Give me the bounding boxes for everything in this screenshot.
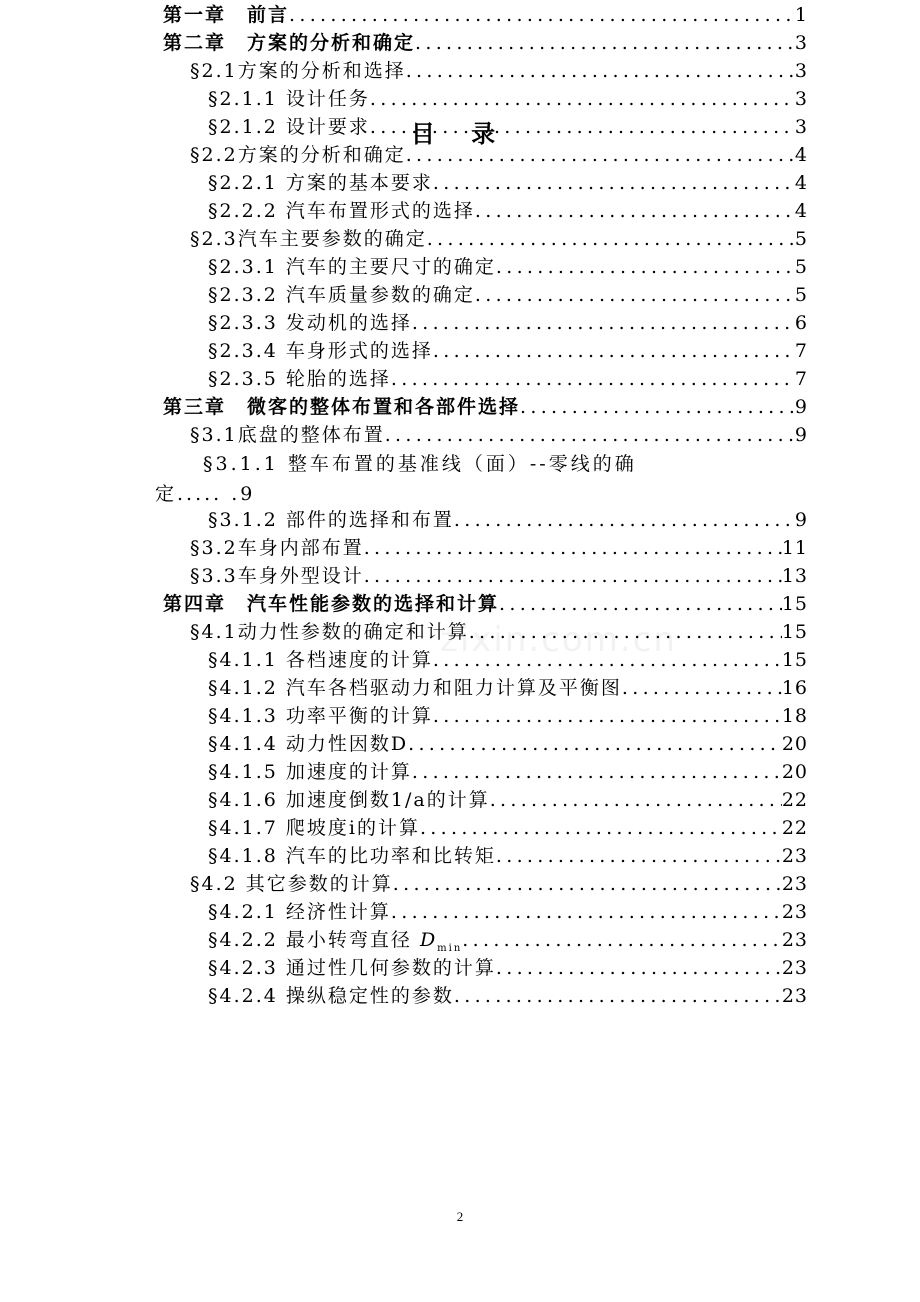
toc-entry[interactable]	[208, 85, 808, 113]
dot-leader	[391, 898, 782, 926]
toc-entry-page: 23	[781, 845, 808, 867]
toc-entry-label: §3.3车身外型设计	[190, 565, 364, 587]
dot-leader	[520, 393, 795, 421]
page-number: 2	[456, 1209, 464, 1224]
toc-entry-label: §2.3.5 轮胎的选择	[208, 368, 391, 390]
toc-entry-label: 第一章 前言	[163, 4, 290, 26]
toc-entry-label: §2.3.3 发动机的选择	[208, 312, 412, 334]
dot-leader	[433, 702, 782, 730]
toc-entry-page: 3	[794, 60, 808, 82]
toc-entry-page: 23	[781, 873, 808, 895]
toc-entry-label: §3.1底盘的整体布置	[190, 424, 385, 446]
toc-entry-label: §2.1方案的分析和选择	[190, 60, 406, 82]
toc-entry[interactable]	[208, 646, 808, 674]
toc-entry-page: 1	[794, 4, 808, 26]
toc-entry-page: 16	[781, 677, 808, 699]
toc-entry[interactable]	[208, 786, 808, 814]
dot-leader	[415, 29, 795, 57]
toc-entry-label: §4.1.5 加速度的计算	[208, 761, 412, 783]
toc-entry[interactable]	[190, 870, 808, 898]
toc-entry-page: 18	[781, 705, 808, 727]
dot-leader	[393, 870, 782, 898]
toc-entry[interactable]	[163, 590, 808, 618]
dot-leader	[406, 141, 795, 169]
dmin-symbol: D	[419, 929, 438, 951]
toc-entry[interactable]	[208, 898, 808, 926]
toc-entry-page: 23	[781, 985, 808, 1007]
toc-entry-label: §4.2.3 通过性几何参数的计算	[208, 957, 496, 979]
toc-entry[interactable]	[190, 57, 808, 85]
dot-leader	[433, 646, 782, 674]
toc-title: 目 录	[410, 120, 510, 148]
toc-entry[interactable]	[163, 393, 808, 421]
toc-entry-label: 第三章 微客的整体布置和各部件选择	[163, 396, 521, 418]
toc-entry-label: §4.1.6 加速度倒数1/a的计算	[208, 789, 490, 811]
dot-leader	[412, 758, 782, 786]
toc-entry-page: 15	[781, 593, 808, 615]
toc-entry-page: 20	[781, 733, 808, 755]
toc-entry[interactable]	[208, 197, 808, 225]
toc-entry-label: §4.2 其它参数的计算	[190, 873, 393, 895]
toc-entry-label: §4.1.1 各档速度的计算	[208, 649, 433, 671]
toc-entry[interactable]	[208, 506, 808, 534]
toc-entry[interactable]	[190, 421, 808, 449]
toc-entry-label: §4.1.3 功率平衡的计算	[208, 705, 433, 727]
toc-entry-label: §3.1.2 部件的选择和布置	[208, 509, 454, 531]
dot-leader	[289, 1, 795, 29]
toc-entry-page: 13	[781, 565, 808, 587]
toc-entry-page: 22	[781, 817, 808, 839]
dot-leader	[364, 534, 782, 562]
toc-entry-page: 7	[794, 368, 808, 390]
dot-leader	[490, 786, 782, 814]
toc-entry-label: §4.2.4 操纵稳定性的参数	[208, 985, 454, 1007]
toc-entry-page: 5	[794, 228, 808, 250]
watermark: zixin.com.cn	[440, 620, 677, 660]
dot-leader	[475, 281, 795, 309]
dot-leader	[469, 618, 782, 646]
toc-entry-label: §2.3汽车主要参数的确定	[190, 228, 427, 250]
toc-entry[interactable]	[190, 562, 808, 590]
toc-entry[interactable]	[208, 758, 808, 786]
toc-entry-page: 9	[794, 509, 808, 531]
toc-entry-page: 6	[794, 312, 808, 334]
toc-entry[interactable]	[208, 281, 808, 309]
dot-leader	[370, 85, 795, 113]
toc-entry[interactable]	[208, 253, 808, 281]
toc-entry-label: §4.1.2 汽车各档驱动力和阻力计算及平衡图	[208, 677, 622, 699]
dot-leader	[385, 421, 795, 449]
toc-entry-label: §2.3.4 车身形式的选择	[208, 340, 433, 362]
toc-entry-page: 7	[794, 340, 808, 362]
dot-leader	[412, 309, 795, 337]
toc-entry-page: 5	[794, 284, 808, 306]
toc-entry-page: 9	[794, 396, 808, 418]
toc-entry[interactable]	[208, 337, 808, 365]
toc-entry-label: §2.3.1 汽车的主要尺寸的确定	[208, 256, 496, 278]
dot-leader	[370, 113, 795, 141]
toc-entry-label: 第二章 方案的分析和确定	[163, 32, 416, 54]
toc-entry-page: 3	[794, 32, 808, 54]
dot-leader	[406, 57, 795, 85]
toc-entry-label: §4.1.7 爬坡度i的计算	[208, 817, 420, 839]
toc-entry-page: 11	[781, 537, 808, 559]
toc-entry[interactable]	[190, 618, 808, 646]
dot-leader	[475, 197, 795, 225]
toc-entry[interactable]	[208, 365, 808, 393]
dot-leader	[496, 842, 782, 870]
toc-entry-page: 23	[781, 901, 808, 923]
dmin-subscript: min	[437, 942, 463, 954]
toc-entry[interactable]	[208, 702, 808, 730]
dot-leader	[454, 506, 795, 534]
toc-entry[interactable]	[208, 954, 808, 982]
toc-entry[interactable]	[208, 674, 808, 702]
toc-entry-label: §2.1.1 设计任务	[208, 88, 370, 110]
dot-leader	[433, 337, 795, 365]
toc-entry-label: §2.2.1 方案的基本要求	[208, 172, 433, 194]
toc-entry[interactable]	[208, 982, 808, 1010]
dot-leader	[433, 169, 795, 197]
toc-entry[interactable]	[208, 814, 808, 842]
toc-entry-page: 22	[781, 789, 808, 811]
toc-entry-page: 3	[794, 88, 808, 110]
toc-entry-label: §4.1动力性参数的确定和计算	[190, 621, 469, 643]
toc-entry-page: 15	[781, 621, 808, 643]
toc-entry-page: 23	[781, 957, 808, 979]
dot-leader	[622, 674, 782, 702]
toc-entry-page: 3	[794, 116, 808, 138]
toc-entry-page: 4	[794, 172, 808, 194]
toc-entry-label: §2.3.2 汽车质量参数的确定	[208, 284, 475, 306]
dot-leader	[420, 814, 782, 842]
toc-entry-label: §2.2方案的分析和确定	[190, 144, 406, 166]
toc-entry-label: §3.2车身内部布置	[190, 537, 364, 559]
dot-leader	[391, 365, 795, 393]
toc-entry-label: §2.1.2 设计要求	[208, 116, 370, 138]
toc-entry[interactable]	[163, 1, 808, 29]
toc-entry-3-1-1-line2[interactable]: 定..... .9	[155, 483, 256, 505]
toc-entry-page: 5	[794, 256, 808, 278]
toc-entry-page: 9	[794, 424, 808, 446]
dot-leader	[364, 562, 782, 590]
dot-leader	[454, 982, 782, 1010]
dot-leader	[408, 730, 782, 758]
toc-entry[interactable]	[208, 842, 808, 870]
toc-entry-label: §2.2.2 汽车布置形式的选择	[208, 200, 475, 222]
toc-entry-page: 23	[781, 929, 808, 951]
toc-entry-3-1-1-line1[interactable]: §3.1.1 整车布置的基准线（面）--零线的确	[203, 453, 637, 475]
dot-leader	[496, 253, 795, 281]
toc-entry[interactable]	[190, 534, 808, 562]
toc-entry-label: §4.1.4 动力性因数D	[208, 733, 409, 755]
toc-entry[interactable]	[190, 141, 808, 169]
toc-entry-page: 4	[794, 144, 808, 166]
toc-entry-page: 20	[781, 761, 808, 783]
toc-entry-label: §4.1.8 汽车的比功率和比转矩	[208, 845, 496, 867]
toc-entry-label: 第四章 汽车性能参数的选择和计算	[163, 593, 500, 615]
toc-entry[interactable]	[208, 309, 808, 337]
toc-entry-page: 15	[781, 649, 808, 671]
dot-leader	[499, 590, 782, 618]
toc-entry[interactable]	[163, 29, 808, 57]
dot-leader	[496, 954, 782, 982]
toc-entry-label: §4.2.1 经济性计算	[208, 901, 391, 923]
toc-entry-label: §4.2.2 最小转弯直径 $D_{min}$	[208, 929, 463, 954]
dot-leader	[427, 225, 795, 253]
toc-entry[interactable]	[190, 225, 808, 253]
dot-leader	[462, 926, 782, 954]
toc-entry[interactable]	[208, 113, 808, 141]
toc-entry[interactable]	[208, 730, 808, 758]
toc-entry[interactable]	[208, 926, 808, 954]
toc-entry[interactable]	[208, 169, 808, 197]
toc-entry-page: 4	[794, 200, 808, 222]
